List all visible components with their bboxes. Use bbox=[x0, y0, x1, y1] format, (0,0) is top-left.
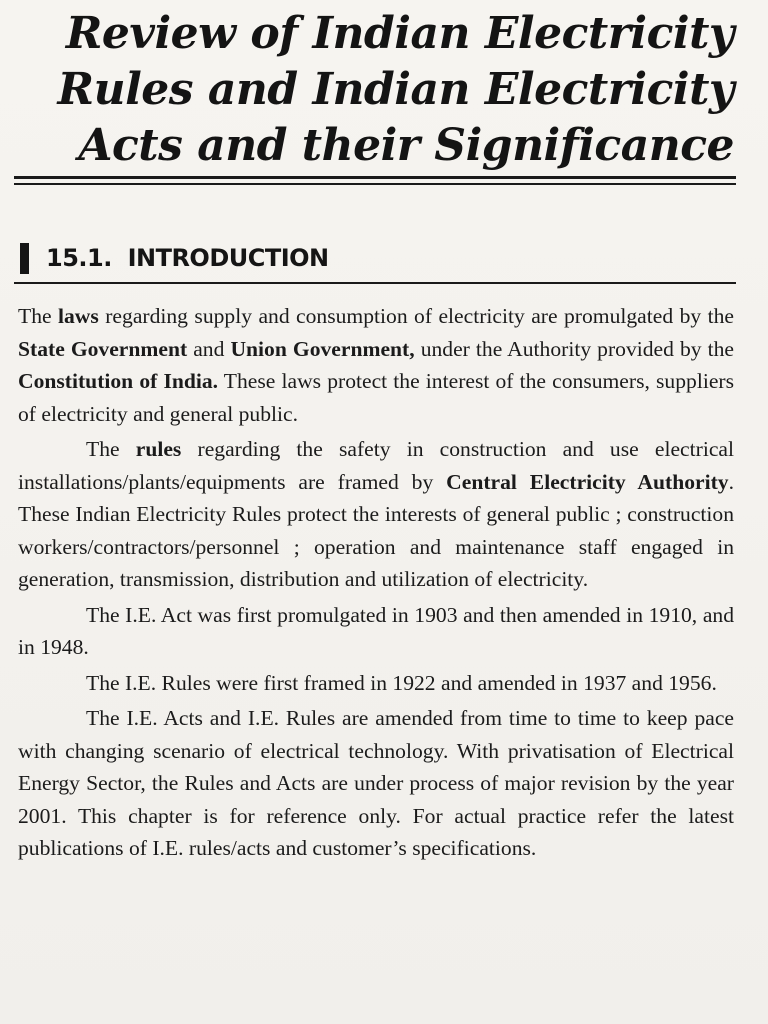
section-number: 15.1. bbox=[46, 244, 112, 272]
chapter-title-line-3: Acts and their Significance bbox=[78, 120, 734, 171]
paragraph-4: The I.E. Rules were first framed in 1922 and amended in 1937 and 1956. bbox=[86, 670, 717, 695]
section-heading bbox=[20, 240, 736, 280]
title-divider-thin bbox=[14, 183, 736, 185]
paragraph-5: The I.E. Acts and I.E. Rules are amended from time to time to keep pace with changing scenario of electrical technology. With privatisation of Electrical Energy Sector, the Rules and Acts are under process of major revision by the year 2001. This chapter is for reference only. For actual practice refer the latest publications of I.E. rules/acts and customer’s specifications. bbox=[18, 706, 734, 860]
section-title: INTRODUCTION bbox=[127, 244, 329, 272]
paragraph-1 bbox=[18, 300, 734, 430]
p2-text-2: regarding the safety in construction and use electrical installations/plants/equipments are framed by bbox=[18, 437, 734, 494]
p1-bold-laws: laws bbox=[58, 304, 99, 328]
p1-text-5: These laws protect the interest of the consumers, suppliers of electricity and general public. bbox=[18, 369, 734, 426]
paragraph-2 bbox=[18, 433, 734, 596]
p1-bold-constitution: Constitution of India. bbox=[18, 369, 219, 393]
paragraph-3: The I.E. Act was first promulgated in 1903 and then amended in 1910, and in 1948. bbox=[18, 602, 734, 659]
p1-text-3: and bbox=[187, 336, 231, 361]
p1-bold-state-government: State Government bbox=[18, 336, 188, 361]
p1-text-1: The bbox=[18, 304, 59, 328]
section-heading-text bbox=[46, 240, 329, 276]
p1-bold-union-government: Union Government, bbox=[230, 336, 415, 361]
p2-bold-rules: rules bbox=[135, 437, 182, 461]
chapter-title bbox=[34, 6, 734, 174]
p1-text-4: under the Authority provided by the bbox=[414, 336, 735, 361]
title-divider-thick bbox=[14, 176, 736, 179]
p2-text-1: The bbox=[86, 437, 136, 461]
p2-bold-cea: Central Electricity Authority bbox=[446, 469, 729, 494]
p1-text-2: regarding supply and consumption of electricity are promulgated by the bbox=[98, 304, 734, 328]
section-marker-bar bbox=[20, 243, 29, 274]
chapter-title-line-2: Rules and Indian Electricity bbox=[57, 64, 734, 115]
p2-text-3: . These Indian Electricity Rules protect the interests of general public ; construction workers/contractors/personnel ; operation and maintenance staff engaged in generation, transmission, distribution and utilization of electricity. bbox=[18, 469, 734, 591]
section-underline bbox=[14, 282, 736, 284]
body-text bbox=[18, 300, 734, 868]
chapter-title-line-1: Review of Indian Electricity bbox=[65, 8, 734, 59]
